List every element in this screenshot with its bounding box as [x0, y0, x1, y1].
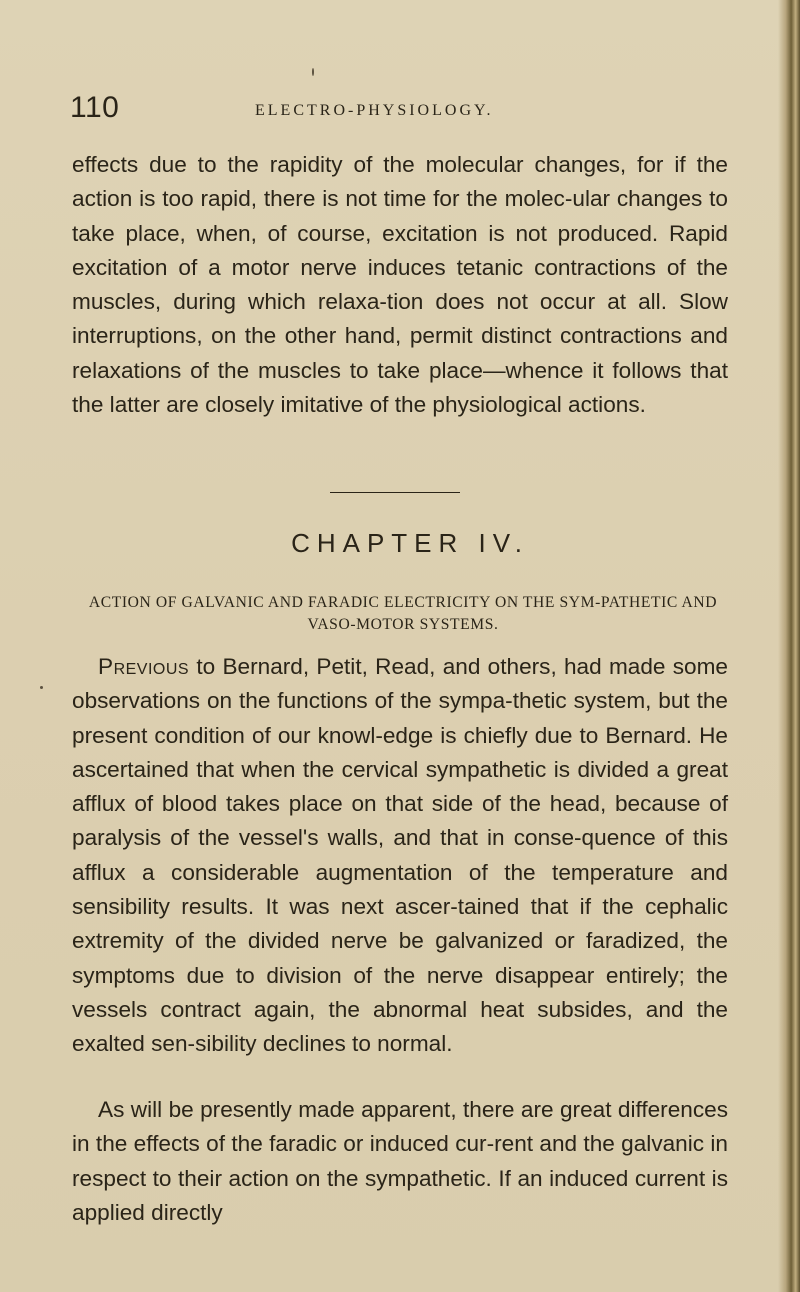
chapter-title: CHAPTER IV. — [291, 528, 529, 558]
paragraph-1-text: effects due to the rapidity of the molecular changes, for if the action is too rapid, there is not time for the molec-ular changes to take place, when, of course, excitation is not produced. Rapid excitation of a motor nerve induces tetanic contractions of the muscles, during which relaxa-tion does not occur at all. Slow interruptions, on the other hand, permit distinct contractions and relaxations of the muscles to take place—whence it follows that the latter are closely imitative of the physiological actions. — [72, 152, 728, 418]
paragraph-2-first-word: Previous — [98, 654, 190, 679]
paragraph-2-text — [72, 650, 728, 1062]
scan-speck — [312, 68, 314, 76]
chapter-subtitle: ACTION OF GALVANIC AND FARADIC ELECTRICITY ON THE SYM-PATHETIC AND VASO-MOTOR SYSTEMS. — [88, 594, 718, 633]
paragraph-3 — [72, 1093, 728, 1230]
page-number: 110 — [70, 91, 120, 124]
running-head: ELECTRO-PHYSIOLOGY. — [255, 102, 494, 119]
page-edge-shadow — [778, 0, 800, 1292]
page-header — [70, 92, 730, 132]
paragraph-3-text: As will be presently made apparent, there are great differences in the effects of the faradic or induced cur-rent and the galvanic in respect to their action on the sympathetic. If an induced current is applied directly — [72, 1097, 728, 1225]
section-divider-rule — [330, 492, 460, 493]
paragraph-2-rest: to Bernard, Petit, Read, and others, had made some observations on the functions of the sympa-thetic system, but the present condition of our knowl-edge is chiefly due to Bernard. He ascertained that when the cervical sympathetic is divided a great afflux of blood takes place on that side of the head, because of paralysis of the vessel's walls, and that in conse-quence of this afflux a considerable augmentation of the temperature and sensibility results. It was next ascer-tained that if the cephalic extremity of the divided nerve be galvanized or faradized, the symptoms due to division of the nerve disappear entirely; the vessels contract again, the abnormal heat subsides, and the exalted sen-sibility declines to normal. — [72, 654, 728, 1057]
scan-speck — [40, 686, 43, 689]
paragraph-2 — [72, 650, 728, 1062]
paragraph-1 — [72, 148, 728, 422]
